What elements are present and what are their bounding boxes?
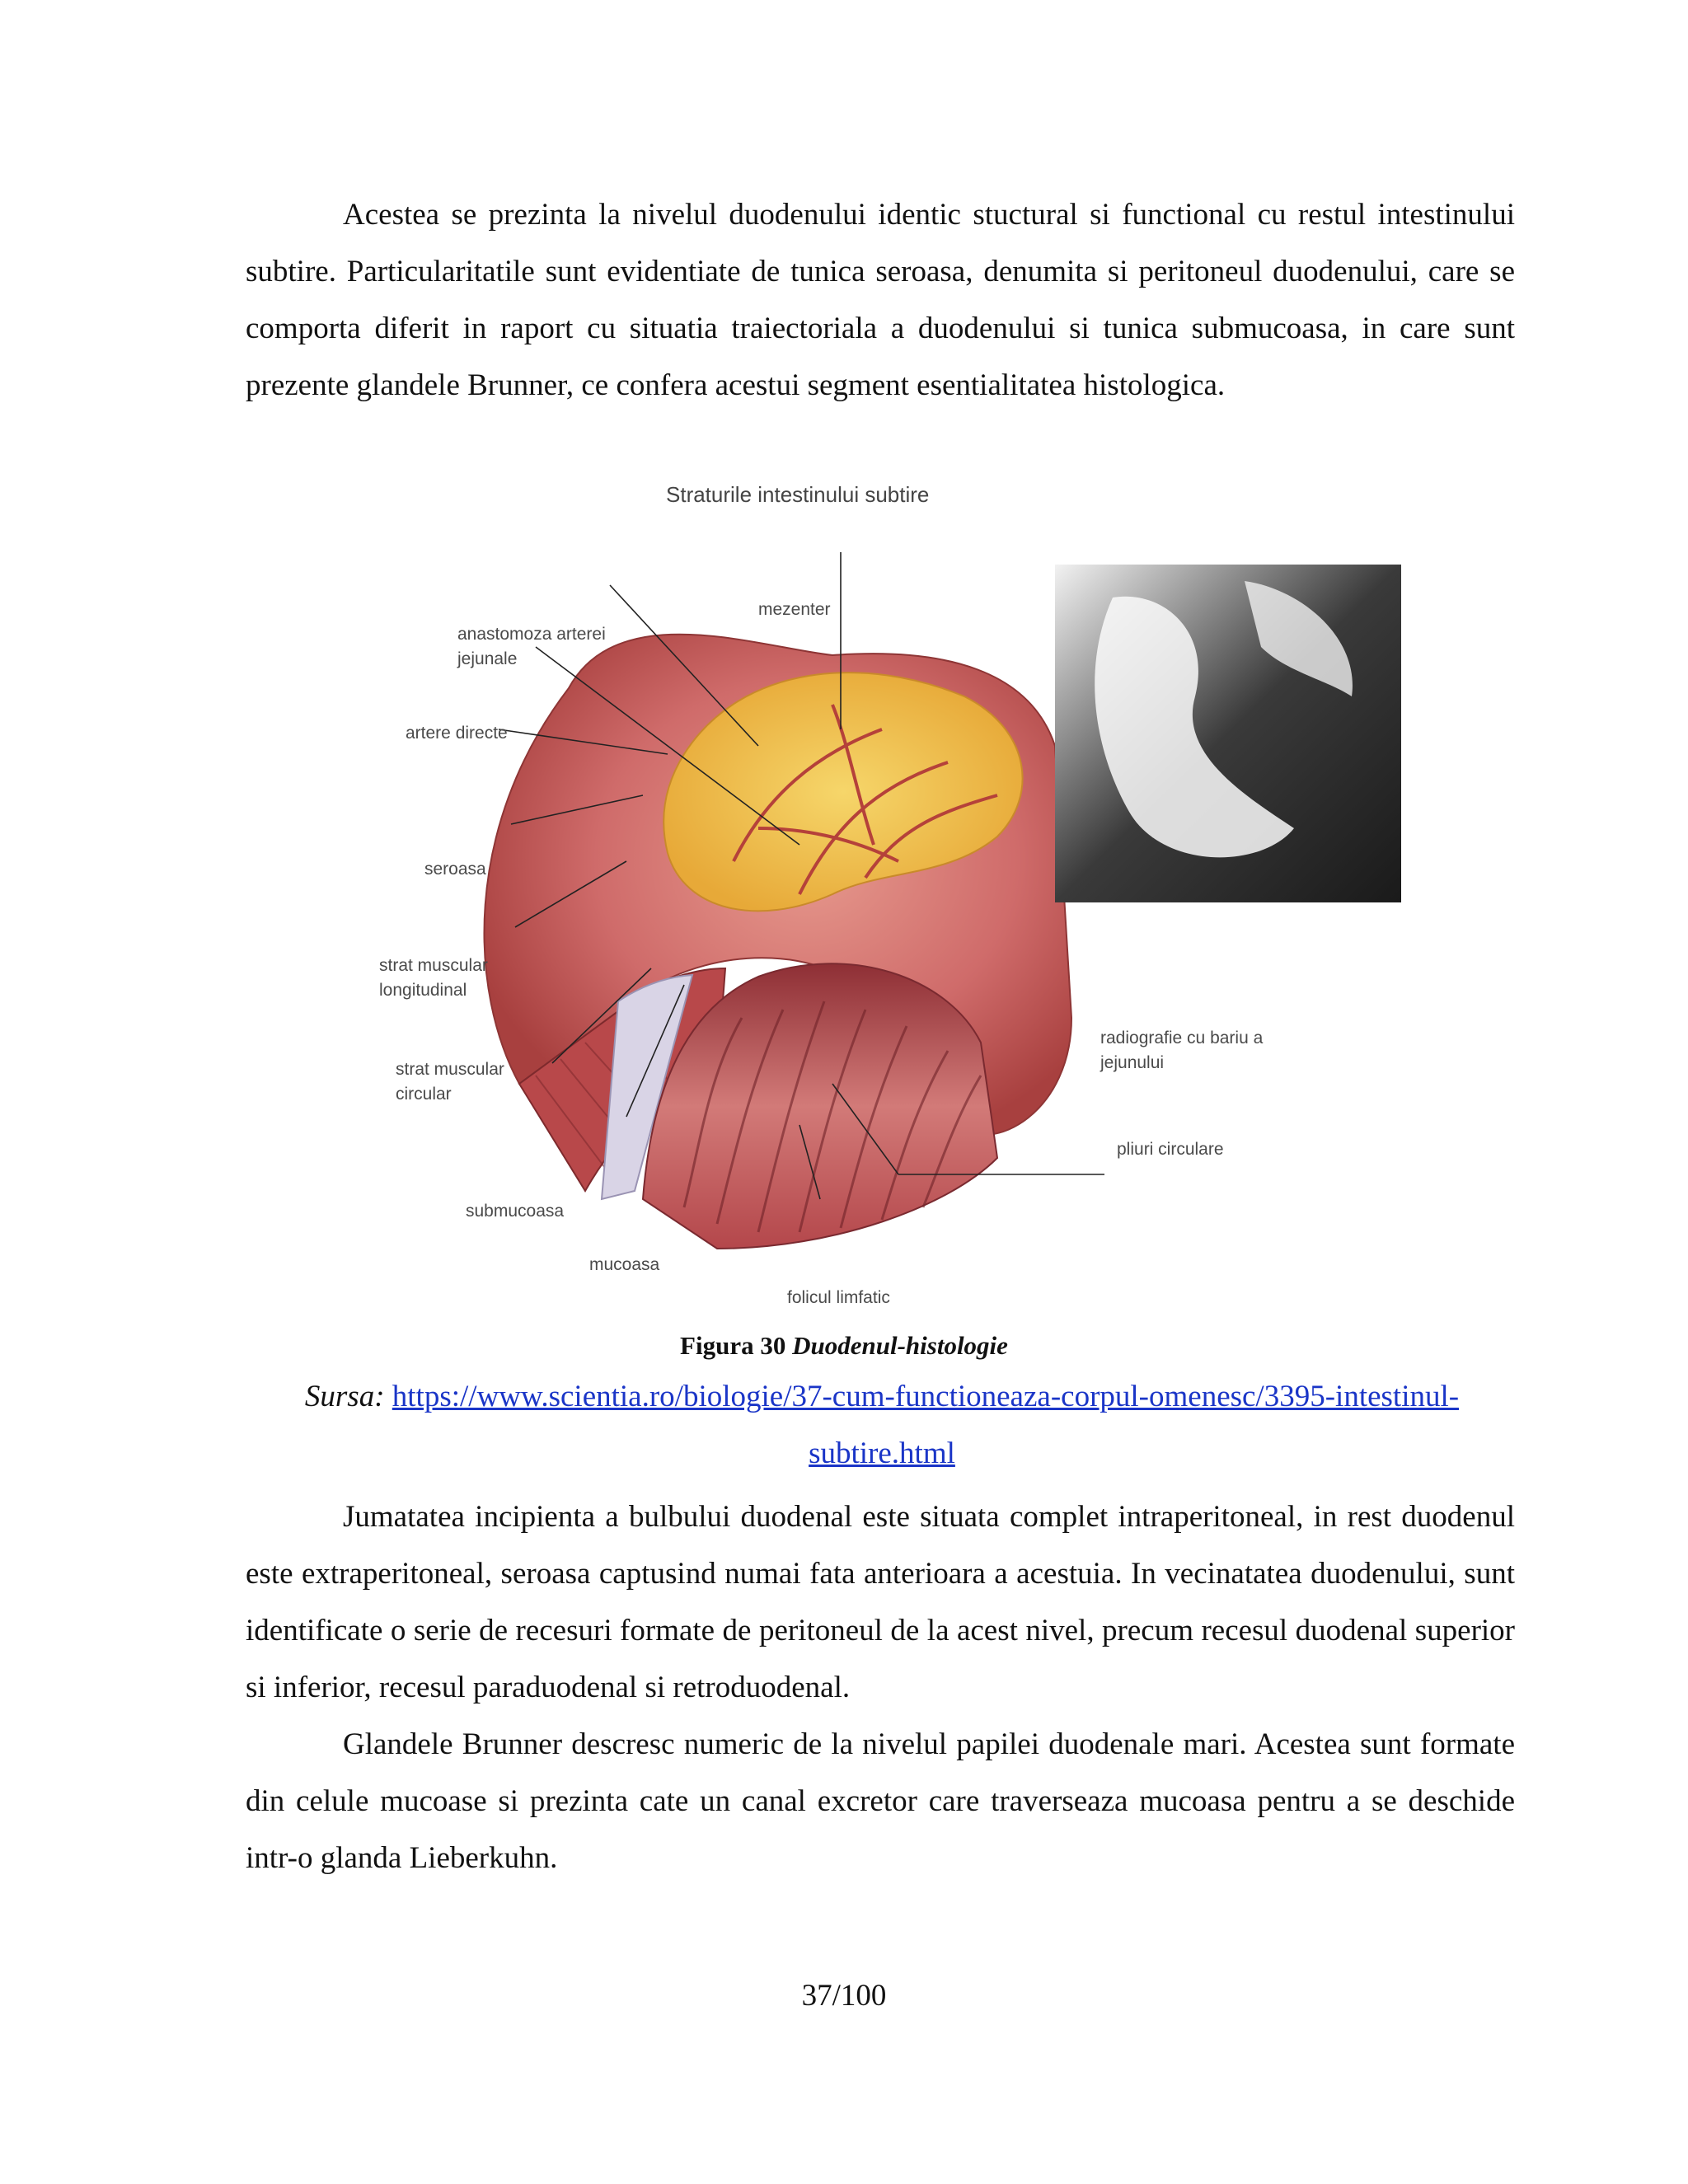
label-anastomoza: anastomoza arterei jejunale <box>457 625 606 668</box>
page-number: 37/100 <box>801 1979 887 2013</box>
label-strat-circular: strat muscular circular <box>396 1060 504 1104</box>
intestine-illustration <box>371 482 1401 1315</box>
label-strat-longitudinal: strat muscular longitudinal <box>379 956 488 1000</box>
source-label: Sursa: <box>304 1380 385 1413</box>
label-seroasa: seroasa <box>424 860 486 879</box>
caption-prefix: Figura 30 <box>680 1331 786 1360</box>
caption-title: Duodenul-histologie <box>792 1331 1008 1360</box>
figure-caption <box>0 1331 1688 1361</box>
label-folicul-limfatic: folicul limfatic <box>787 1288 890 1307</box>
paragraph-2: Jumatatea incipienta a bulbului duodenal este situata complet intraperitoneal, in rest duodenul este extraperitoneal, seroasa captusind numai fata anterioara a acestuia. In vecinatatea duodenului, sunt identificate o serie de recesuri formate de peritoneul de la acest nivel, precum recesul duodenal superior si inferior, recesul paraduodenal si retroduodenal. <box>246 1500 1515 1704</box>
label-artere-directe: artere directe <box>406 724 508 743</box>
paragraph-1: Acestea se prezinta la nivelul duodenului identic stuctural si functional cu restul intestinului subtire. Particularitatile sunt evidentiate de tunica seroasa, denumita si peritoneul duodenului, care se comporta diferit in raport cu situatia traiectoriala a duodenului si tunica submucoasa, in care sunt prezente glandele Brunner, ce confera acestui segment esentialitatea histologica. <box>246 198 1515 402</box>
source-link[interactable]: https://www.scientia.ro/biologie/37-cum-functioneaza-corpul-omenesc/3395-intestinul-subtire.html <box>392 1380 1460 1470</box>
label-pliuri-circulare: pliuri circulare <box>1117 1140 1224 1159</box>
label-mezenter: mezenter <box>758 600 831 619</box>
paragraph-3: Glandele Brunner descresc numeric de la nivelul papilei duodenale mari. Acestea sunt formate din celule mucoase si prezinta cate un canal excretor care traverseaza mucoasa pentru a se deschide intr-o glanda Lieberkuhn. <box>246 1727 1515 1875</box>
label-radiografie: radiografie cu bariu a jejunului <box>1100 1029 1264 1072</box>
label-mucoasa: mucoasa <box>589 1255 660 1274</box>
figure-title: Straturile intestinului subtire <box>666 482 930 507</box>
figure-source <box>247 1368 1517 1482</box>
figure-intestine-layers <box>371 482 1401 1315</box>
label-submucoasa: submucoasa <box>466 1202 565 1221</box>
